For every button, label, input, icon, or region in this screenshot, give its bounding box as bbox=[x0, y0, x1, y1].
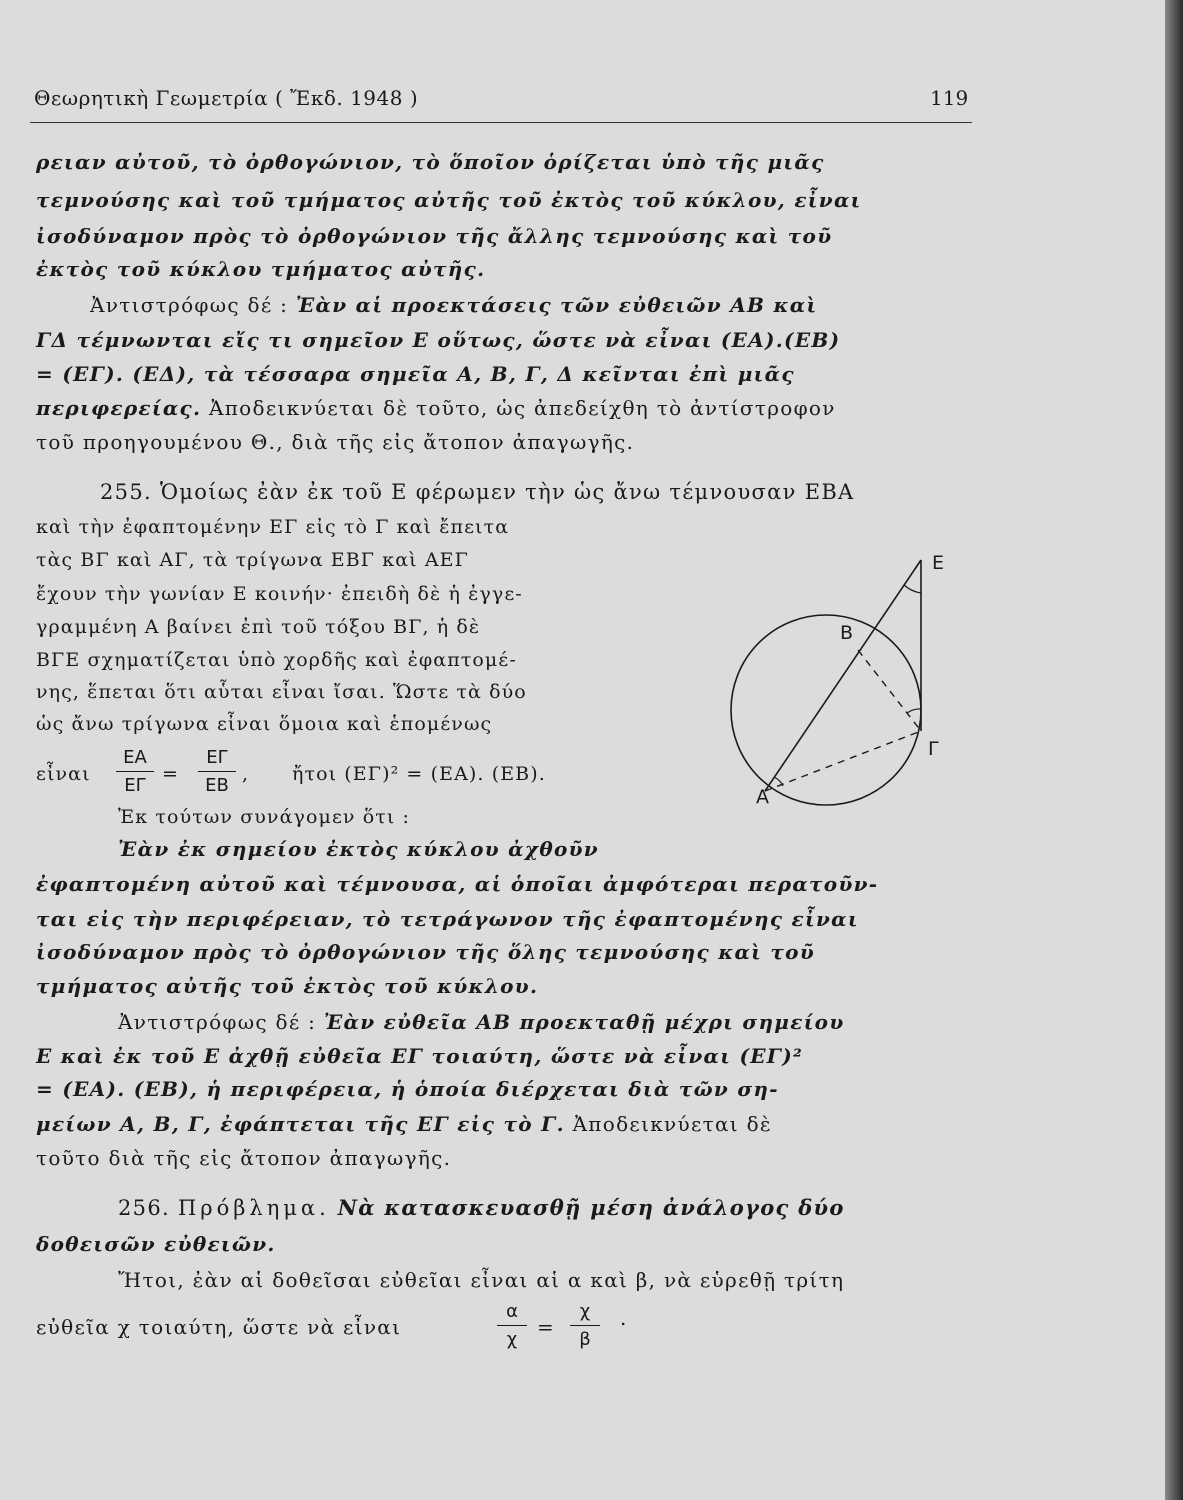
label-b: Β bbox=[840, 622, 854, 644]
running-header-title: Θεωρητικὴ Γεωμετρία ( Ἔκδ. 1948 ) bbox=[34, 86, 419, 110]
converse-statement: Ἐὰν εὐθεῖα ΑΒ προεκταθῇ μέχρι σημείου bbox=[323, 1010, 845, 1034]
converse-line: = (ΕΓ). (ΕΔ), τὰ τέσσαρα σημεῖα Α, Β, Γ, Δ κεῖνται ἐπὶ μιᾶς bbox=[36, 362, 795, 386]
angle-arc-g bbox=[907, 709, 921, 713]
equation-prefix: εἶναι bbox=[36, 763, 91, 785]
label-e: Ε bbox=[932, 552, 945, 574]
section-255-line: ὡς ἄνω τρίγωνα εἶναι ὅμοια καὶ ἑπομένως bbox=[36, 713, 493, 735]
header-rule bbox=[30, 122, 972, 123]
converse-line bbox=[36, 1112, 974, 1136]
theorem-line: ἰσοδύναμον πρὸς τὸ ὀρθογώνιον τῆς ἄλλης τεμνούσης καὶ τοῦ bbox=[36, 224, 833, 248]
equation-result: , ἤτοι (ΕΓ)² = (ΕΑ). (ΕΒ). bbox=[242, 763, 546, 785]
segment-bg bbox=[858, 650, 921, 731]
section-255-line: ἔχουν τὴν γωνίαν Ε κοινήν· ἐπειδὴ δὲ ἡ ἐγγε- bbox=[36, 583, 523, 605]
theorem-line: τεμνούσης καὶ τοῦ τμήματος αὐτῆς τοῦ ἐκτὸς τοῦ κύκλου, εἶναι bbox=[36, 188, 862, 212]
problem-title: δοθεισῶν εὐθειῶν. bbox=[36, 1232, 276, 1256]
converse-lead: Ἀντιστρόφως δέ : bbox=[118, 1010, 317, 1034]
converse-line bbox=[118, 1010, 974, 1034]
angle-arc-a bbox=[774, 777, 783, 786]
page-number: 119 bbox=[930, 86, 969, 110]
converse-statement: Ἐὰν αἱ προεκτάσεις τῶν εὐθειῶν ΑΒ καὶ bbox=[295, 293, 818, 317]
section-number: 255. bbox=[100, 480, 152, 504]
converse-statement: περιφερείας. bbox=[36, 396, 202, 420]
problem-body: εὐθεῖα χ τοιαύτη, ὥστε νὰ εἶναι bbox=[36, 1315, 402, 1339]
problem-title: Νὰ κατασκευασθῇ μέση ἀνάλογος δύο bbox=[337, 1195, 845, 1220]
book-spine-edge bbox=[1165, 0, 1183, 1500]
fraction-ea-eg: ΕΑ ΕΓ bbox=[116, 748, 154, 796]
theorem-line: ἐφαπτομένη αὐτοῦ καὶ τέμνουσα, αἱ ὁποῖαι ἀμφότεραι περατοῦν- bbox=[36, 872, 879, 896]
conclusion-intro: Ἐκ τούτων συνάγομεν ὅτι : bbox=[118, 806, 411, 828]
converse-line bbox=[36, 396, 974, 420]
theorem-line: ἰσοδύναμον πρὸς τὸ ὀρθογώνιον τῆς ὅλης τεμνούσης καὶ τοῦ bbox=[36, 940, 816, 964]
equals-sign: = bbox=[162, 763, 180, 785]
section-255-line: γραμμένη Α βαίνει ἐπὶ τοῦ τόξου ΒΓ, ἡ δὲ bbox=[36, 616, 481, 638]
converse-line: = (ΕΑ). (ΕΒ), ἡ περιφέρεια, ἡ ὁποία διέρχεται διὰ τῶν ση- bbox=[36, 1077, 779, 1101]
converse-line: ΓΔ τέμνωνται εἴς τι σημεῖον Ε οὕτως, ὥστε νὰ εἶναι (ΕΑ).(ΕΒ) bbox=[36, 328, 841, 352]
converse-line: Ε καὶ ἐκ τοῦ Ε ἀχθῇ εὐθεῖα ΕΓ τοιαύτη, ὥστε νὰ εἶναι (ΕΓ)² bbox=[36, 1044, 804, 1068]
label-g: Γ bbox=[928, 738, 939, 760]
converse-lead: Ἀντιστρόφως δέ : bbox=[90, 293, 289, 317]
converse-proof-note: Ἀποδεικνύεται δὲ τοῦτο, ὡς ἀπεδείχθη τὸ ἀντίστροφον bbox=[208, 396, 836, 420]
label-a: Α bbox=[756, 786, 769, 808]
theorem-line: τμήματος αὐτῆς τοῦ ἐκτὸς τοῦ κύκλου. bbox=[36, 974, 539, 998]
section-256-heading bbox=[118, 1196, 974, 1220]
segment-ag bbox=[765, 731, 921, 791]
converse-proof-note: Ἀποδεικνύεται δὲ bbox=[572, 1112, 772, 1136]
converse-line bbox=[90, 293, 974, 317]
equals-sign: = bbox=[537, 1315, 556, 1339]
circle bbox=[731, 615, 921, 805]
angle-arc-e bbox=[904, 585, 921, 593]
section-255-line: ΒΓΕ σχηματίζεται ὑπὸ χορδῆς καὶ ἐφαπτομέ- bbox=[36, 649, 517, 671]
section-number: 256. bbox=[118, 1196, 170, 1220]
fraction-eg-eb: ΕΓ ΕΒ bbox=[198, 748, 236, 796]
problem-body: Ἤτοι, ἐὰν αἱ δοθεῖσαι εὐθεῖαι εἶναι αἱ α καὶ β, νὰ εὑρεθῇ τρίτη bbox=[118, 1268, 845, 1292]
fraction-chi-beta: χ β bbox=[570, 1302, 600, 1350]
period: . bbox=[620, 1306, 628, 1330]
converse-line: τοῦ προηγουμένου Θ., διὰ τῆς εἰς ἄτοπον ἀπαγωγῆς. bbox=[36, 430, 635, 454]
problem-label: Πρόβλημα. bbox=[177, 1196, 330, 1220]
geometry-figure bbox=[700, 545, 990, 820]
theorem-line: ται εἰς τὴν περιφέρειαν, τὸ τετράγωνον τῆς ἐφαπτομένης εἶναι bbox=[36, 907, 859, 931]
section-255-line: καὶ τὴν ἐφαπτομένην ΕΓ εἰς τὸ Γ καὶ ἔπειτα bbox=[36, 516, 510, 538]
theorem-line: Ἐὰν ἐκ σημείου ἐκτὸς κύκλου ἀχθοῦν bbox=[118, 837, 599, 861]
theorem-line: ρειαν αὐτοῦ, τὸ ὀρθογώνιον, τὸ ὅποῖον ὁρίζεται ὑπὸ τῆς μιᾶς bbox=[36, 150, 825, 174]
theorem-line: ἐκτὸς τοῦ κύκλου τμήματος αὐτῆς. bbox=[36, 257, 486, 281]
section-255-line: 255. Ὁμοίως ἐὰν ἐκ τοῦ Ε φέρωμεν τὴν ὡς ἄνω τέμνουσαν ΕΒΑ bbox=[100, 480, 855, 504]
fraction-alpha-chi: α χ bbox=[497, 1302, 527, 1350]
converse-statement: μείων Α, Β, Γ, ἐφάπτεται τῆς ΕΓ εἰς τὸ Γ. bbox=[36, 1112, 565, 1136]
secant-eba bbox=[765, 560, 921, 791]
section-255-line: νης, ἕπεται ὅτι αὗται εἶναι ἴσαι. Ὥστε τὰ δύο bbox=[36, 681, 527, 703]
section-255-line: τὰς ΒΓ καὶ ΑΓ, τὰ τρίγωνα ΕΒΓ καὶ ΑΕΓ bbox=[36, 549, 469, 571]
converse-line: τοῦτο διὰ τῆς εἰς ἄτοπον ἀπαγωγῆς. bbox=[36, 1146, 452, 1170]
